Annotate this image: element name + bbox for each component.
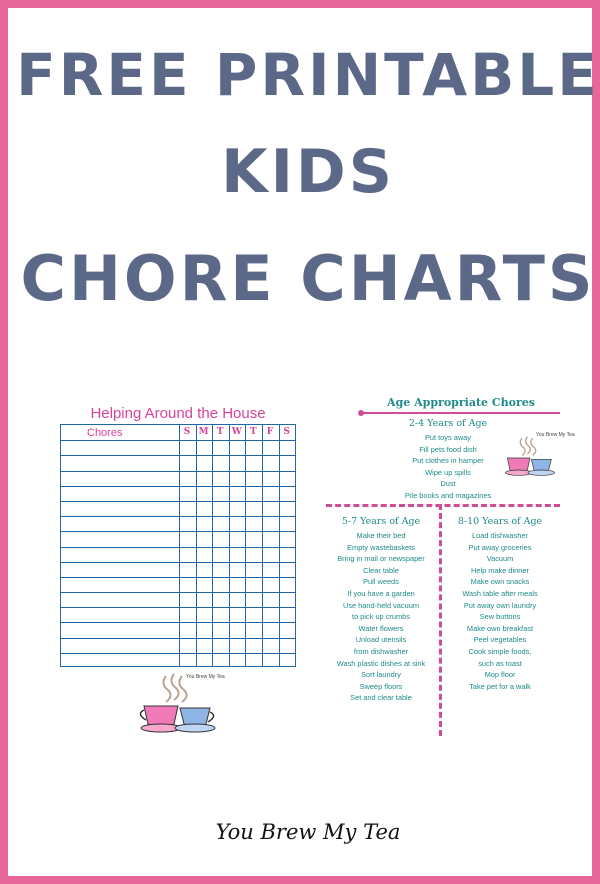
vertical-divider xyxy=(439,504,442,736)
headline-line-3: CHORE CHARTS xyxy=(20,242,596,315)
chore-item: Make own snacks xyxy=(470,577,530,587)
grid-row-line xyxy=(61,592,295,593)
title-underline-dot xyxy=(358,410,364,416)
grid-column-line xyxy=(262,425,263,666)
chore-item: Dust xyxy=(440,479,456,489)
grid-row-line xyxy=(61,653,295,654)
grid-row-line xyxy=(61,577,295,578)
grid-row-line xyxy=(61,501,295,502)
teacup-caption: You Brew My Tea xyxy=(186,674,225,680)
grid-row-line xyxy=(61,486,295,487)
chore-item: Sew buttons xyxy=(479,612,521,622)
chore-item: Cook simple foods, xyxy=(468,646,532,656)
grid-row-line xyxy=(61,638,295,639)
day-header: S xyxy=(283,427,290,437)
grid-row-line xyxy=(61,455,295,456)
grid-column-line xyxy=(212,425,213,666)
chore-item: Mop floor xyxy=(484,670,516,680)
chores-column-header: Chores xyxy=(87,427,123,439)
chore-item: such as toast xyxy=(478,658,522,668)
day-header: M xyxy=(198,427,209,437)
day-header: W xyxy=(231,427,242,437)
grid-row-line xyxy=(61,516,295,517)
heading-8-10-years: 8-10 Years of Age xyxy=(457,516,543,527)
day-header: T xyxy=(216,427,224,437)
chore-item: Wash plastic dishes at sink xyxy=(336,658,426,668)
headline-line-2: KIDS xyxy=(221,137,395,207)
chore-item: from dishwasher xyxy=(353,646,409,656)
age-chart-title: Age Appropriate Chores xyxy=(387,396,535,409)
chore-item: Put away groceries xyxy=(468,542,532,552)
grid-column-line xyxy=(179,425,180,666)
chore-item: Put clothes in hamper xyxy=(412,456,484,466)
grid-row-line xyxy=(61,440,295,441)
chore-item: Sort laundry xyxy=(361,670,401,680)
chore-item: Water flowers xyxy=(358,623,404,633)
list-8-10-years xyxy=(444,530,556,692)
grid-row-line xyxy=(61,531,295,532)
horizontal-divider xyxy=(326,504,560,507)
day-header: S xyxy=(183,427,191,437)
teacup-caption-right: You Brew My Tea xyxy=(536,432,575,438)
chore-item: Peel vegetables xyxy=(473,635,527,645)
chore-item: Put away own laundry xyxy=(463,600,537,610)
chore-item: Vacuum xyxy=(486,554,514,564)
heading-2-4-years: 2-4 Years of Age xyxy=(408,418,488,429)
chore-item: Bring in mail or newspaper xyxy=(337,554,425,564)
heading-5-7-years: 5-7 Years of Age xyxy=(341,516,421,527)
helping-chart-title: Helping Around the House xyxy=(90,405,266,422)
list-5-7-years xyxy=(326,530,436,704)
grid-row-line xyxy=(61,471,295,472)
grid-column-line xyxy=(295,425,296,666)
chore-item: Sweep floors xyxy=(359,681,403,691)
grid-row-line xyxy=(61,607,295,608)
chore-item: Wipe up spills xyxy=(425,467,471,477)
chore-item: Put toys away xyxy=(424,433,471,442)
chore-item: Make their bed xyxy=(356,531,406,540)
title-underline xyxy=(360,412,560,414)
chore-item: Pull weeds xyxy=(363,577,399,587)
chore-item: Load dishwasher xyxy=(472,531,528,540)
grid-column-line xyxy=(196,425,197,666)
grid-row-line xyxy=(61,562,295,563)
grid-row-line xyxy=(61,622,295,623)
grid-column-line xyxy=(229,425,230,666)
chore-grid xyxy=(60,424,296,667)
chore-item: to pick up crumbs xyxy=(352,612,410,622)
chore-item: Unload utensils xyxy=(355,635,407,645)
day-header: F xyxy=(266,427,274,437)
brand-signature: You Brew My Tea xyxy=(215,820,401,844)
chore-item: Fill pets food dish xyxy=(419,444,477,454)
chore-item: Clear table xyxy=(363,565,399,575)
grid-column-line xyxy=(279,425,280,666)
chore-item: Use hand-held vacuum xyxy=(342,600,419,610)
teacups-illustration-right xyxy=(502,428,575,484)
chore-item: Set and clear table xyxy=(350,693,412,703)
grid-column-line xyxy=(245,425,246,666)
chore-item: If you have a garden xyxy=(347,588,415,598)
day-header: T xyxy=(250,427,257,437)
chore-item: Pile books and magazines xyxy=(404,490,492,500)
headline-line-1: FREE PRINTABLE xyxy=(16,41,600,109)
chore-item: Take pet for a walk xyxy=(469,681,531,691)
chore-item: Wash table after meals xyxy=(462,588,538,598)
teacups-illustration xyxy=(136,668,226,738)
chore-item: Help make dinner xyxy=(471,565,529,575)
chore-item: Empty wastebaskets xyxy=(347,542,415,552)
grid-row-line xyxy=(61,547,295,548)
chore-item: Make own breakfast xyxy=(466,623,534,633)
